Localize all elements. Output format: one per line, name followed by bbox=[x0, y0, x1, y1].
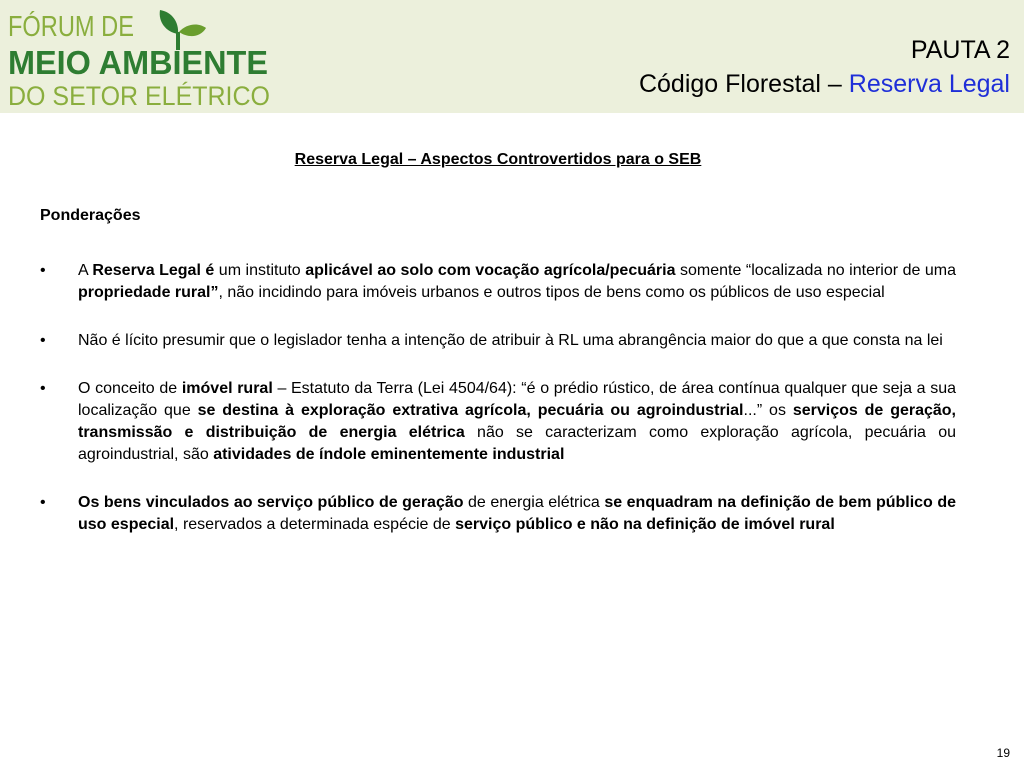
bullet-segment: não se caracterizam como exploração agrícola, pecuária ou agroindustrial, são bbox=[78, 424, 957, 463]
bullet-segment-bold: se destina à exploração extrativa agrícola, pecuária ou agroindustrial bbox=[197, 402, 744, 419]
forum-logo bbox=[6, 6, 276, 110]
bullet-segment: de energia elétrica bbox=[463, 494, 605, 511]
slide-subtitle-prefix: Código Florestal – bbox=[638, 70, 849, 98]
slide-subtitle bbox=[639, 67, 1010, 101]
bullet-text bbox=[78, 378, 956, 466]
bullet-segment: – Estatuto da Terra (Lei 4504/64): “é o prédio rústico, de área contínua qualquer que seja a sua localização que bbox=[78, 380, 957, 419]
bullet-segment: O conceito de bbox=[78, 380, 182, 397]
slide-title: PAUTA 2 bbox=[910, 36, 1010, 64]
bullet-item bbox=[40, 492, 956, 536]
bullet-text bbox=[78, 330, 956, 352]
bullet-icon: • bbox=[40, 262, 46, 279]
bullet-icon: • bbox=[40, 380, 46, 397]
slide-subtitle-accent: Reserva Legal bbox=[848, 70, 1010, 98]
bullet-segment-bold: se enquadram na definição de bem público de uso especial bbox=[78, 494, 957, 533]
bullet-segment-bold: atividades de índole eminentemente industrial bbox=[213, 446, 565, 463]
section-label: Ponderações bbox=[40, 207, 141, 224]
bullet-segment: A bbox=[78, 262, 93, 279]
bullet-segment: um instituto bbox=[214, 262, 306, 279]
logo-line-1: FÓRUM DE bbox=[8, 11, 163, 43]
slide-title-block bbox=[639, 33, 1010, 101]
bullet-segment: ...” os bbox=[743, 402, 793, 419]
bullet-item bbox=[40, 378, 956, 466]
slide-header bbox=[0, 0, 1024, 113]
bullet-segment: , reservados a determinada espécie de bbox=[174, 516, 456, 533]
forum-logo-graphic bbox=[6, 6, 276, 110]
bullet-item bbox=[40, 330, 956, 352]
bullet-segment-bold: imóvel rural bbox=[181, 380, 273, 397]
bullet-segment-bold: serviços de geração, transmissão e distribuição de energia elétrica bbox=[78, 402, 957, 441]
section-heading: Reserva Legal – Aspectos Controvertidos para o SEB bbox=[294, 151, 702, 168]
bullet-segment: somente “localizada no interior de uma bbox=[675, 262, 957, 279]
bullet-item bbox=[40, 260, 956, 304]
bullet-list bbox=[40, 260, 956, 562]
bullet-text bbox=[78, 260, 956, 304]
logo-line-2: MEIO AMBIENTE bbox=[8, 44, 268, 81]
bullet-icon: • bbox=[40, 494, 46, 511]
bullet-segment-bold: Reserva Legal é bbox=[92, 262, 215, 279]
bullet-icon: • bbox=[40, 332, 46, 349]
bullet-segment-bold: aplicável ao solo com vocação agrícola/pecuária bbox=[305, 262, 676, 279]
bullet-text bbox=[78, 492, 956, 536]
bullet-segment: , não incidindo para imóveis urbanos e outros tipos de bens como os públicos de uso especial bbox=[218, 284, 885, 301]
bullet-segment-bold: Os bens vinculados ao serviço público de geração bbox=[78, 494, 464, 511]
bullet-segment-bold: serviço público e não na definição de imóvel rural bbox=[455, 516, 835, 533]
logo-line-3: DO SETOR ELÉTRICO bbox=[8, 81, 270, 110]
bullet-segment-bold: propriedade rural” bbox=[78, 284, 219, 301]
bullet-segment: Não é lícito presumir que o legislador tenha a intenção de atribuir à RL uma abrangência maior do que a que consta na lei bbox=[78, 332, 943, 349]
page-number: 19 bbox=[996, 746, 1010, 760]
